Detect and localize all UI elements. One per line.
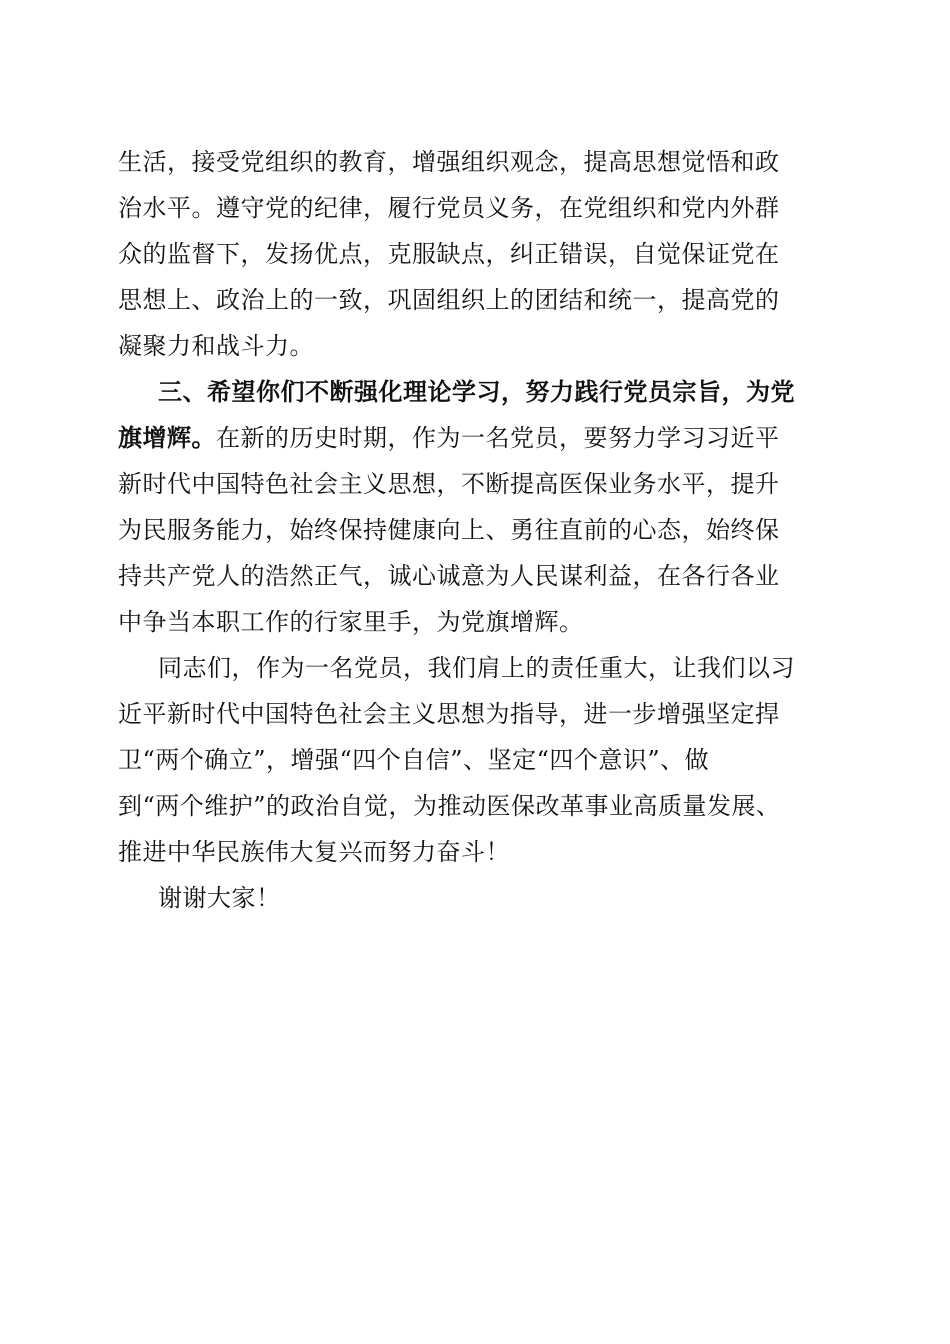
paragraph-line: 众的监督下，发扬优点，克服缺点，纠正错误，自觉保证党在 xyxy=(118,240,780,268)
paragraph-line: 持共产党人的浩然正气，诚心诚意为人民谋利益，在各行各业 xyxy=(118,562,780,590)
paragraph-1 xyxy=(118,139,838,369)
paragraph-line: 生活，接受党组织的教育，增强组织观念，提高思想觉悟和政 xyxy=(118,148,780,176)
paragraph-line: 治水平。遵守党的纪律，履行党员义务，在党组织和党内外群 xyxy=(118,194,780,222)
paragraph-line xyxy=(118,415,838,461)
paragraph-text: 在新的历史时期，作为一名党员，要努力学习习近平 xyxy=(216,424,780,452)
paragraph-line: 推进中华民族伟大复兴而努力奋斗！ xyxy=(118,838,510,866)
paragraph-3 xyxy=(118,645,838,875)
paragraph-line: 中争当本职工作的行家里手，为党旗增辉。 xyxy=(118,608,584,636)
paragraph-4 xyxy=(118,875,838,921)
paragraph-line: 凝聚力和战斗力。 xyxy=(118,332,314,360)
closing-line: 谢谢大家！ xyxy=(158,884,281,912)
paragraph-line: 近平新时代中国特色社会主义思想为指导，进一步增强坚定捍 xyxy=(118,700,780,728)
paragraph-line: 到“两个维护”的政治自觉，为推动医保改革事业高质量发展、 xyxy=(118,792,781,820)
document-body xyxy=(118,139,838,921)
paragraph-2 xyxy=(118,369,838,645)
section-heading-end: 旗增辉。 xyxy=(118,424,216,452)
paragraph-line: 为民服务能力，始终保持健康向上、勇往直前的心态，始终保 xyxy=(118,516,780,544)
paragraph-line: 思想上、政治上的一致，巩固组织上的团结和统一，提高党的 xyxy=(118,286,780,314)
paragraph-line: 同志们，作为一名党员，我们肩上的责任重大，让我们以习 xyxy=(158,654,795,682)
section-heading-line: 三、希望你们不断强化理论学习，努力践行党员宗旨，为党 xyxy=(158,378,795,406)
paragraph-line: 卫“两个确立”，增强“四个自信”、坚定“四个意识”、做 xyxy=(118,746,710,774)
paragraph-line: 新时代中国特色社会主义思想，不断提高医保业务水平，提升 xyxy=(118,470,780,498)
